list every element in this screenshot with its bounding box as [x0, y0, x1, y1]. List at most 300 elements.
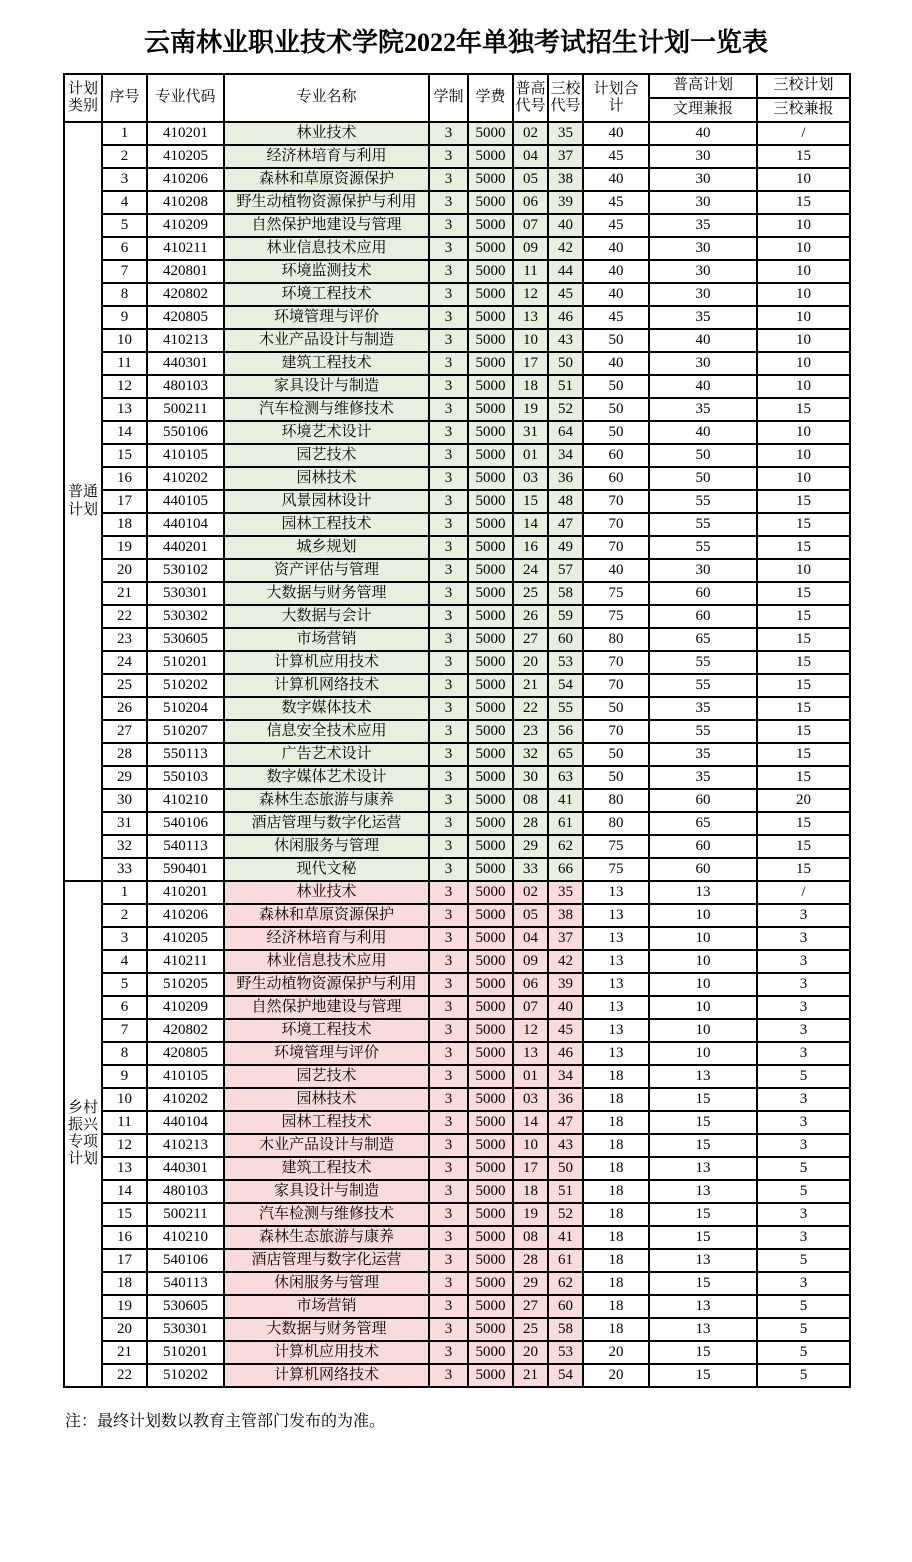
cell-plan-total: 18 [583, 1065, 649, 1088]
cell-plan-total: 75 [583, 582, 649, 605]
table-row [64, 168, 850, 191]
cell-years: 3 [429, 467, 468, 490]
cell-gaokao-plan: 15 [649, 1226, 757, 1249]
cell-plan-total: 50 [583, 697, 649, 720]
cell-major-code: 420801 [147, 260, 224, 283]
section-category-line: 普通 [67, 484, 98, 501]
cell-seq: 15 [102, 444, 147, 467]
cell-plan-total: 50 [583, 398, 649, 421]
cell-gaokao-code: 25 [513, 582, 548, 605]
cell-gaokao-plan: 13 [649, 1157, 757, 1180]
cell-gaokao-code: 28 [513, 812, 548, 835]
cell-seq: 19 [102, 1295, 147, 1318]
cell-major-name: 市场营销 [224, 628, 429, 651]
cell-sanxiao-plan: 3 [757, 1272, 850, 1295]
cell-sanxiao-plan: 15 [757, 835, 850, 858]
table-row [64, 950, 850, 973]
cell-seq: 20 [102, 1318, 147, 1341]
cell-major-code: 510201 [147, 1341, 224, 1364]
cell-tuition: 5000 [468, 996, 513, 1019]
cell-gaokao-code: 21 [513, 674, 548, 697]
cell-gaokao-plan: 55 [649, 490, 757, 513]
cell-sanxiao-code: 42 [548, 950, 583, 973]
cell-years: 3 [429, 352, 468, 375]
cell-major-code: 530102 [147, 559, 224, 582]
cell-years: 3 [429, 237, 468, 260]
cell-sanxiao-plan: 5 [757, 1157, 850, 1180]
cell-major-name: 森林生态旅游与康养 [224, 1226, 429, 1249]
cell-tuition: 5000 [468, 145, 513, 168]
cell-sanxiao-code: 45 [548, 283, 583, 306]
cell-tuition: 5000 [468, 490, 513, 513]
cell-tuition: 5000 [468, 260, 513, 283]
cell-gaokao-plan: 35 [649, 306, 757, 329]
cell-major-name: 休闲服务与管理 [224, 1272, 429, 1295]
cell-years: 3 [429, 812, 468, 835]
cell-plan-total: 60 [583, 467, 649, 490]
section-category-line: 乡村 [67, 1099, 98, 1116]
cell-gaokao-plan: 50 [649, 467, 757, 490]
cell-seq: 1 [102, 881, 147, 904]
cell-tuition: 5000 [468, 1318, 513, 1341]
cell-gaokao-plan: 15 [649, 1341, 757, 1364]
cell-sanxiao-code: 35 [548, 881, 583, 904]
cell-plan-total: 70 [583, 536, 649, 559]
cell-gaokao-code: 05 [513, 904, 548, 927]
cell-years: 3 [429, 582, 468, 605]
cell-major-name: 环境管理与评价 [224, 306, 429, 329]
cell-major-code: 410201 [147, 881, 224, 904]
cell-major-name: 计算机网络技术 [224, 674, 429, 697]
header-tuition: 学费 [468, 74, 513, 122]
cell-major-code: 420802 [147, 1019, 224, 1042]
cell-tuition: 5000 [468, 1364, 513, 1387]
cell-major-code: 410206 [147, 168, 224, 191]
cell-years: 3 [429, 628, 468, 651]
header-plan-category-line1: 计划 [67, 80, 98, 97]
table-row [64, 1042, 850, 1065]
cell-gaokao-code: 18 [513, 1180, 548, 1203]
cell-sanxiao-plan: 15 [757, 812, 850, 835]
cell-plan-total: 18 [583, 1134, 649, 1157]
cell-plan-total: 13 [583, 973, 649, 996]
cell-tuition: 5000 [468, 1157, 513, 1180]
cell-plan-total: 20 [583, 1341, 649, 1364]
cell-major-name: 林业信息技术应用 [224, 237, 429, 260]
cell-major-name: 风景园林设计 [224, 490, 429, 513]
cell-sanxiao-code: 47 [548, 1111, 583, 1134]
cell-major-name: 园艺技术 [224, 444, 429, 467]
cell-gaokao-code: 14 [513, 513, 548, 536]
cell-sanxiao-plan: 15 [757, 743, 850, 766]
cell-years: 3 [429, 1180, 468, 1203]
cell-years: 3 [429, 789, 468, 812]
cell-sanxiao-code: 43 [548, 329, 583, 352]
cell-tuition: 5000 [468, 697, 513, 720]
cell-years: 3 [429, 996, 468, 1019]
cell-gaokao-code: 28 [513, 1249, 548, 1272]
cell-major-name: 森林和草原资源保护 [224, 168, 429, 191]
cell-sanxiao-code: 60 [548, 628, 583, 651]
cell-major-name: 城乡规划 [224, 536, 429, 559]
cell-seq: 1 [102, 122, 147, 145]
cell-major-name: 建筑工程技术 [224, 1157, 429, 1180]
cell-sanxiao-plan: 5 [757, 1249, 850, 1272]
table-row [64, 1226, 850, 1249]
cell-plan-total: 45 [583, 145, 649, 168]
cell-gaokao-code: 20 [513, 651, 548, 674]
cell-tuition: 5000 [468, 812, 513, 835]
cell-sanxiao-code: 50 [548, 1157, 583, 1180]
cell-gaokao-code: 03 [513, 1088, 548, 1111]
cell-seq: 31 [102, 812, 147, 835]
header-sanxiao-code-line2: 代号 [550, 98, 581, 114]
cell-plan-total: 18 [583, 1111, 649, 1134]
cell-major-code: 530301 [147, 1318, 224, 1341]
cell-sanxiao-code: 63 [548, 766, 583, 789]
cell-major-code: 420805 [147, 1042, 224, 1065]
cell-sanxiao-plan: 3 [757, 973, 850, 996]
cell-sanxiao-plan: 10 [757, 214, 850, 237]
cell-years: 3 [429, 1088, 468, 1111]
cell-sanxiao-code: 57 [548, 559, 583, 582]
cell-gaokao-plan: 30 [649, 283, 757, 306]
cell-sanxiao-code: 58 [548, 582, 583, 605]
cell-plan-total: 40 [583, 237, 649, 260]
table-row [64, 858, 850, 881]
cell-seq: 7 [102, 260, 147, 283]
cell-gaokao-code: 09 [513, 950, 548, 973]
cell-gaokao-code: 13 [513, 306, 548, 329]
cell-gaokao-code: 27 [513, 628, 548, 651]
cell-years: 3 [429, 168, 468, 191]
cell-sanxiao-plan: / [757, 881, 850, 904]
cell-seq: 2 [102, 904, 147, 927]
cell-major-code: 440301 [147, 352, 224, 375]
cell-gaokao-plan: 15 [649, 1111, 757, 1134]
cell-years: 3 [429, 1272, 468, 1295]
cell-major-name: 森林和草原资源保护 [224, 904, 429, 927]
cell-tuition: 5000 [468, 1134, 513, 1157]
cell-sanxiao-code: 62 [548, 1272, 583, 1295]
cell-major-code: 510202 [147, 1364, 224, 1387]
cell-gaokao-code: 04 [513, 927, 548, 950]
cell-gaokao-plan: 13 [649, 881, 757, 904]
cell-gaokao-plan: 65 [649, 628, 757, 651]
cell-major-name: 汽车检测与维修技术 [224, 398, 429, 421]
cell-sanxiao-plan: 10 [757, 559, 850, 582]
cell-tuition: 5000 [468, 1203, 513, 1226]
cell-major-code: 480103 [147, 375, 224, 398]
cell-plan-total: 70 [583, 490, 649, 513]
cell-plan-total: 18 [583, 1226, 649, 1249]
table-row [64, 191, 850, 214]
cell-years: 3 [429, 444, 468, 467]
cell-plan-total: 70 [583, 651, 649, 674]
cell-sanxiao-plan: 10 [757, 168, 850, 191]
cell-plan-total: 75 [583, 605, 649, 628]
cell-sanxiao-code: 61 [548, 1249, 583, 1272]
cell-tuition: 5000 [468, 237, 513, 260]
cell-plan-total: 18 [583, 1203, 649, 1226]
cell-years: 3 [429, 283, 468, 306]
section-category [64, 881, 102, 1387]
cell-gaokao-plan: 10 [649, 973, 757, 996]
cell-years: 3 [429, 1065, 468, 1088]
cell-gaokao-plan: 10 [649, 927, 757, 950]
cell-plan-total: 13 [583, 904, 649, 927]
cell-gaokao-plan: 30 [649, 237, 757, 260]
cell-gaokao-plan: 40 [649, 122, 757, 145]
cell-gaokao-code: 29 [513, 1272, 548, 1295]
cell-sanxiao-code: 34 [548, 444, 583, 467]
table-row [64, 1203, 850, 1226]
cell-years: 3 [429, 122, 468, 145]
cell-years: 3 [429, 720, 468, 743]
cell-sanxiao-code: 65 [548, 743, 583, 766]
cell-sanxiao-plan: 10 [757, 467, 850, 490]
cell-major-name: 家具设计与制造 [224, 375, 429, 398]
cell-sanxiao-plan: 3 [757, 1203, 850, 1226]
cell-major-code: 500211 [147, 1203, 224, 1226]
cell-seq: 8 [102, 1042, 147, 1065]
cell-tuition: 5000 [468, 950, 513, 973]
cell-major-code: 550113 [147, 743, 224, 766]
cell-tuition: 5000 [468, 1042, 513, 1065]
header-sanxiao-plan: 三校计划 [757, 74, 850, 98]
cell-major-name: 休闲服务与管理 [224, 835, 429, 858]
table-row [64, 835, 850, 858]
cell-tuition: 5000 [468, 329, 513, 352]
cell-gaokao-plan: 55 [649, 651, 757, 674]
table-row [64, 628, 850, 651]
cell-major-name: 酒店管理与数字化运营 [224, 1249, 429, 1272]
cell-years: 3 [429, 1295, 468, 1318]
cell-gaokao-code: 19 [513, 1203, 548, 1226]
cell-gaokao-code: 32 [513, 743, 548, 766]
cell-gaokao-code: 27 [513, 1295, 548, 1318]
cell-seq: 13 [102, 398, 147, 421]
cell-major-name: 园林技术 [224, 1088, 429, 1111]
table-row [64, 697, 850, 720]
cell-major-name: 信息安全技术应用 [224, 720, 429, 743]
cell-major-code: 410209 [147, 996, 224, 1019]
cell-plan-total: 80 [583, 628, 649, 651]
cell-seq: 16 [102, 467, 147, 490]
cell-gaokao-code: 03 [513, 467, 548, 490]
cell-major-code: 420802 [147, 283, 224, 306]
cell-gaokao-code: 20 [513, 1341, 548, 1364]
header-gaokao-code-line2: 代号 [515, 98, 546, 114]
cell-years: 3 [429, 881, 468, 904]
section-category-line: 专项 [67, 1134, 98, 1150]
table-row [64, 1111, 850, 1134]
cell-tuition: 5000 [468, 766, 513, 789]
cell-seq: 13 [102, 1157, 147, 1180]
cell-years: 3 [429, 973, 468, 996]
cell-sanxiao-code: 53 [548, 651, 583, 674]
cell-gaokao-plan: 60 [649, 835, 757, 858]
table-header [64, 74, 850, 122]
cell-gaokao-code: 06 [513, 973, 548, 996]
cell-gaokao-code: 08 [513, 1226, 548, 1249]
cell-tuition: 5000 [468, 214, 513, 237]
cell-major-code: 540106 [147, 1249, 224, 1272]
cell-sanxiao-plan: 15 [757, 582, 850, 605]
cell-sanxiao-plan: 15 [757, 605, 850, 628]
header-row-1 [64, 74, 850, 98]
cell-sanxiao-code: 37 [548, 145, 583, 168]
cell-plan-total: 18 [583, 1180, 649, 1203]
cell-years: 3 [429, 1226, 468, 1249]
cell-gaokao-plan: 35 [649, 214, 757, 237]
cell-plan-total: 18 [583, 1318, 649, 1341]
cell-gaokao-code: 31 [513, 421, 548, 444]
cell-sanxiao-code: 36 [548, 467, 583, 490]
cell-sanxiao-code: 66 [548, 858, 583, 881]
cell-tuition: 5000 [468, 858, 513, 881]
cell-gaokao-code: 16 [513, 536, 548, 559]
cell-major-name: 大数据与财务管理 [224, 582, 429, 605]
cell-sanxiao-plan: 3 [757, 996, 850, 1019]
cell-sanxiao-plan: 10 [757, 237, 850, 260]
cell-sanxiao-code: 55 [548, 697, 583, 720]
cell-seq: 12 [102, 1134, 147, 1157]
cell-major-name: 广告艺术设计 [224, 743, 429, 766]
cell-major-code: 510205 [147, 973, 224, 996]
cell-gaokao-plan: 35 [649, 697, 757, 720]
cell-sanxiao-code: 54 [548, 674, 583, 697]
cell-tuition: 5000 [468, 1249, 513, 1272]
cell-years: 3 [429, 421, 468, 444]
cell-gaokao-plan: 60 [649, 789, 757, 812]
cell-years: 3 [429, 191, 468, 214]
cell-sanxiao-code: 37 [548, 927, 583, 950]
cell-seq: 22 [102, 605, 147, 628]
cell-major-name: 汽车检测与维修技术 [224, 1203, 429, 1226]
cell-major-code: 440104 [147, 513, 224, 536]
cell-major-code: 410205 [147, 927, 224, 950]
cell-major-code: 550106 [147, 421, 224, 444]
cell-seq: 4 [102, 950, 147, 973]
cell-plan-total: 18 [583, 1157, 649, 1180]
cell-major-code: 440105 [147, 490, 224, 513]
cell-tuition: 5000 [468, 1065, 513, 1088]
cell-gaokao-plan: 10 [649, 1042, 757, 1065]
header-sanxiao-code-line1: 三校 [550, 80, 581, 97]
cell-seq: 5 [102, 214, 147, 237]
page-title: 云南林业职业技术学院2022年单独考试招生计划一览表 [143, 28, 768, 57]
cell-gaokao-plan: 15 [649, 1203, 757, 1226]
cell-sanxiao-plan: 15 [757, 720, 850, 743]
cell-years: 3 [429, 1249, 468, 1272]
cell-major-name: 环境工程技术 [224, 1019, 429, 1042]
cell-gaokao-plan: 60 [649, 858, 757, 881]
cell-plan-total: 13 [583, 881, 649, 904]
cell-seq: 14 [102, 421, 147, 444]
cell-sanxiao-code: 56 [548, 720, 583, 743]
cell-tuition: 5000 [468, 605, 513, 628]
cell-sanxiao-code: 36 [548, 1088, 583, 1111]
cell-gaokao-code: 04 [513, 145, 548, 168]
cell-years: 3 [429, 927, 468, 950]
table-row [64, 674, 850, 697]
cell-gaokao-plan: 30 [649, 191, 757, 214]
table-row [64, 927, 850, 950]
cell-gaokao-code: 25 [513, 1318, 548, 1341]
cell-sanxiao-code: 44 [548, 260, 583, 283]
cell-major-name: 家具设计与制造 [224, 1180, 429, 1203]
cell-gaokao-plan: 10 [649, 950, 757, 973]
cell-seq: 3 [102, 927, 147, 950]
header-plan-total-line1: 计划合 [593, 80, 639, 97]
cell-major-code: 410210 [147, 789, 224, 812]
cell-plan-total: 20 [583, 1364, 649, 1387]
cell-gaokao-code: 30 [513, 766, 548, 789]
cell-years: 3 [429, 651, 468, 674]
cell-gaokao-plan: 40 [649, 421, 757, 444]
cell-major-code: 540106 [147, 812, 224, 835]
cell-sanxiao-plan: 10 [757, 352, 850, 375]
cell-major-code: 410213 [147, 329, 224, 352]
cell-plan-total: 70 [583, 513, 649, 536]
cell-tuition: 5000 [468, 881, 513, 904]
cell-major-code: 410211 [147, 237, 224, 260]
table-row [64, 605, 850, 628]
table-row [64, 1295, 850, 1318]
table-row [64, 398, 850, 421]
cell-sanxiao-code: 54 [548, 1364, 583, 1387]
cell-seq: 21 [102, 1341, 147, 1364]
cell-plan-total: 70 [583, 720, 649, 743]
table-row [64, 1019, 850, 1042]
cell-sanxiao-plan: 3 [757, 1019, 850, 1042]
cell-major-code: 410208 [147, 191, 224, 214]
cell-major-name: 环境监测技术 [224, 260, 429, 283]
cell-plan-total: 80 [583, 789, 649, 812]
cell-major-code: 410205 [147, 145, 224, 168]
cell-sanxiao-plan: 15 [757, 490, 850, 513]
table-row [64, 996, 850, 1019]
cell-sanxiao-plan: 20 [757, 789, 850, 812]
cell-sanxiao-plan: 5 [757, 1295, 850, 1318]
cell-gaokao-code: 01 [513, 1065, 548, 1088]
cell-tuition: 5000 [468, 835, 513, 858]
table-row [64, 1157, 850, 1180]
cell-sanxiao-code: 50 [548, 352, 583, 375]
cell-gaokao-plan: 60 [649, 582, 757, 605]
table-row [64, 536, 850, 559]
cell-tuition: 5000 [468, 1180, 513, 1203]
header-plan-total [583, 74, 649, 122]
cell-major-name: 经济林培育与利用 [224, 145, 429, 168]
cell-years: 3 [429, 835, 468, 858]
cell-years: 3 [429, 1134, 468, 1157]
cell-gaokao-code: 09 [513, 237, 548, 260]
table-row [64, 1249, 850, 1272]
cell-seq: 9 [102, 1065, 147, 1088]
cell-gaokao-code: 13 [513, 1042, 548, 1065]
cell-gaokao-plan: 30 [649, 559, 757, 582]
cell-tuition: 5000 [468, 513, 513, 536]
cell-major-name: 林业技术 [224, 881, 429, 904]
cell-seq: 18 [102, 513, 147, 536]
header-years: 学制 [429, 74, 468, 122]
cell-gaokao-code: 01 [513, 444, 548, 467]
cell-sanxiao-plan: 15 [757, 858, 850, 881]
cell-seq: 32 [102, 835, 147, 858]
cell-years: 3 [429, 1318, 468, 1341]
